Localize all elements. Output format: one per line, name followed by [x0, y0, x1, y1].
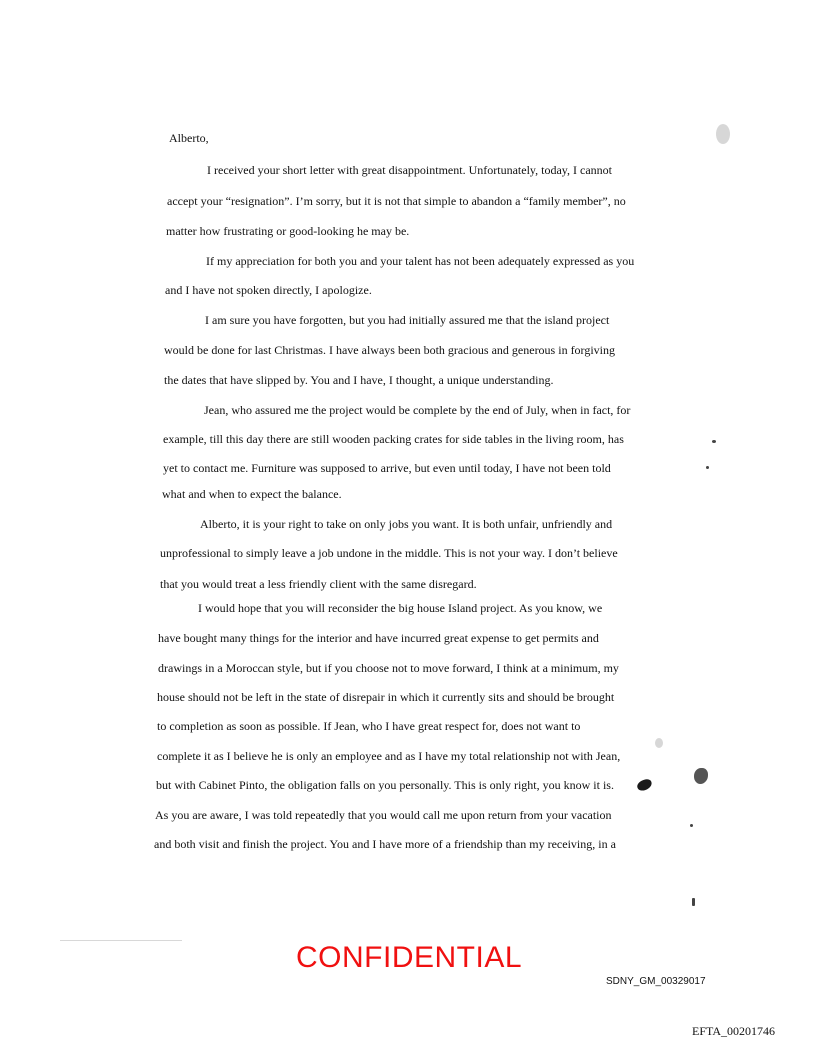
letter-line: have bought many things for the interior and have incurred great expense to get permits and — [158, 631, 599, 645]
scan-smudge — [716, 124, 730, 144]
letter-line: matter how frustrating or good-looking he may be. — [166, 224, 410, 238]
letter-line: yet to contact me. Furniture was supposed to arrive, but even until today, I have not been told — [163, 461, 611, 475]
letter-line: I received your short letter with great disappointment. Unfortunately, today, I cannot — [207, 163, 612, 177]
letter-line: would be done for last Christmas. I have always been both gracious and generous in forgiving — [164, 343, 616, 357]
letter-line: Alberto, it is your right to take on only jobs you want. It is both unfair, unfriendly and — [200, 517, 613, 531]
letter-line: house should not be left in the state of disrepair in which it currently sits and should be brought — [157, 690, 615, 704]
letter-line: complete it as I believe he is only an employee and as I have my total relationship not with Jean, — [157, 749, 621, 763]
letter-line: to completion as soon as possible. If Jean, who I have great respect for, does not want to — [157, 719, 581, 733]
letter-line: I am sure you have forgotten, but you had initially assured me that the island project — [205, 313, 610, 327]
letter-line: As you are aware, I was told repeatedly that you would call me upon return from your vacation — [155, 808, 612, 822]
letter-line: I would hope that you will reconsider the big house Island project. As you know, we — [198, 601, 603, 615]
letter-line: but with Cabinet Pinto, the obligation falls on you personally. This is only right, you know it is. — [156, 778, 614, 792]
letter-line: and both visit and finish the project. You and I have more of a friendship than my receiving, in a — [154, 837, 616, 851]
letter-line: accept your “resignation”. I’m sorry, but it is not that simple to abandon a “family member”, no — [167, 194, 626, 208]
letter-line: example, till this day there are still wooden packing crates for side tables in the living room, has — [163, 432, 624, 446]
scan-speck — [706, 466, 709, 469]
scan-speck — [712, 440, 716, 443]
letter-line: drawings in a Moroccan style, but if you choose not to move forward, I think at a minimum, my — [158, 661, 619, 675]
letter-line: unprofessional to simply leave a job undone in the middle. This is not your way. I don’t believe — [160, 546, 618, 560]
confidential-stamp: CONFIDENTIAL — [296, 941, 523, 974]
letter-line: that you would treat a less friendly client with the same disregard. — [160, 577, 477, 591]
letter-line: If my appreciation for both you and your talent has not been adequately expressed as you — [206, 254, 635, 268]
footer-rule — [60, 940, 182, 941]
letter-line: Jean, who assured me the project would be complete by the end of July, when in fact, for — [204, 403, 631, 417]
letter-salutation: Alberto, — [169, 131, 209, 145]
letter-line: and I have not spoken directly, I apologize. — [165, 283, 372, 297]
letter-line: the dates that have slipped by. You and I have, I thought, a unique understanding. — [164, 373, 554, 387]
scan-speck — [690, 824, 693, 827]
letter-line: what and when to expect the balance. — [162, 487, 342, 501]
efta-number: EFTA_00201746 — [692, 1024, 776, 1038]
scan-speck — [692, 898, 695, 906]
bates-number: SDNY_GM_00329017 — [606, 976, 706, 987]
scan-smudge — [655, 738, 663, 748]
